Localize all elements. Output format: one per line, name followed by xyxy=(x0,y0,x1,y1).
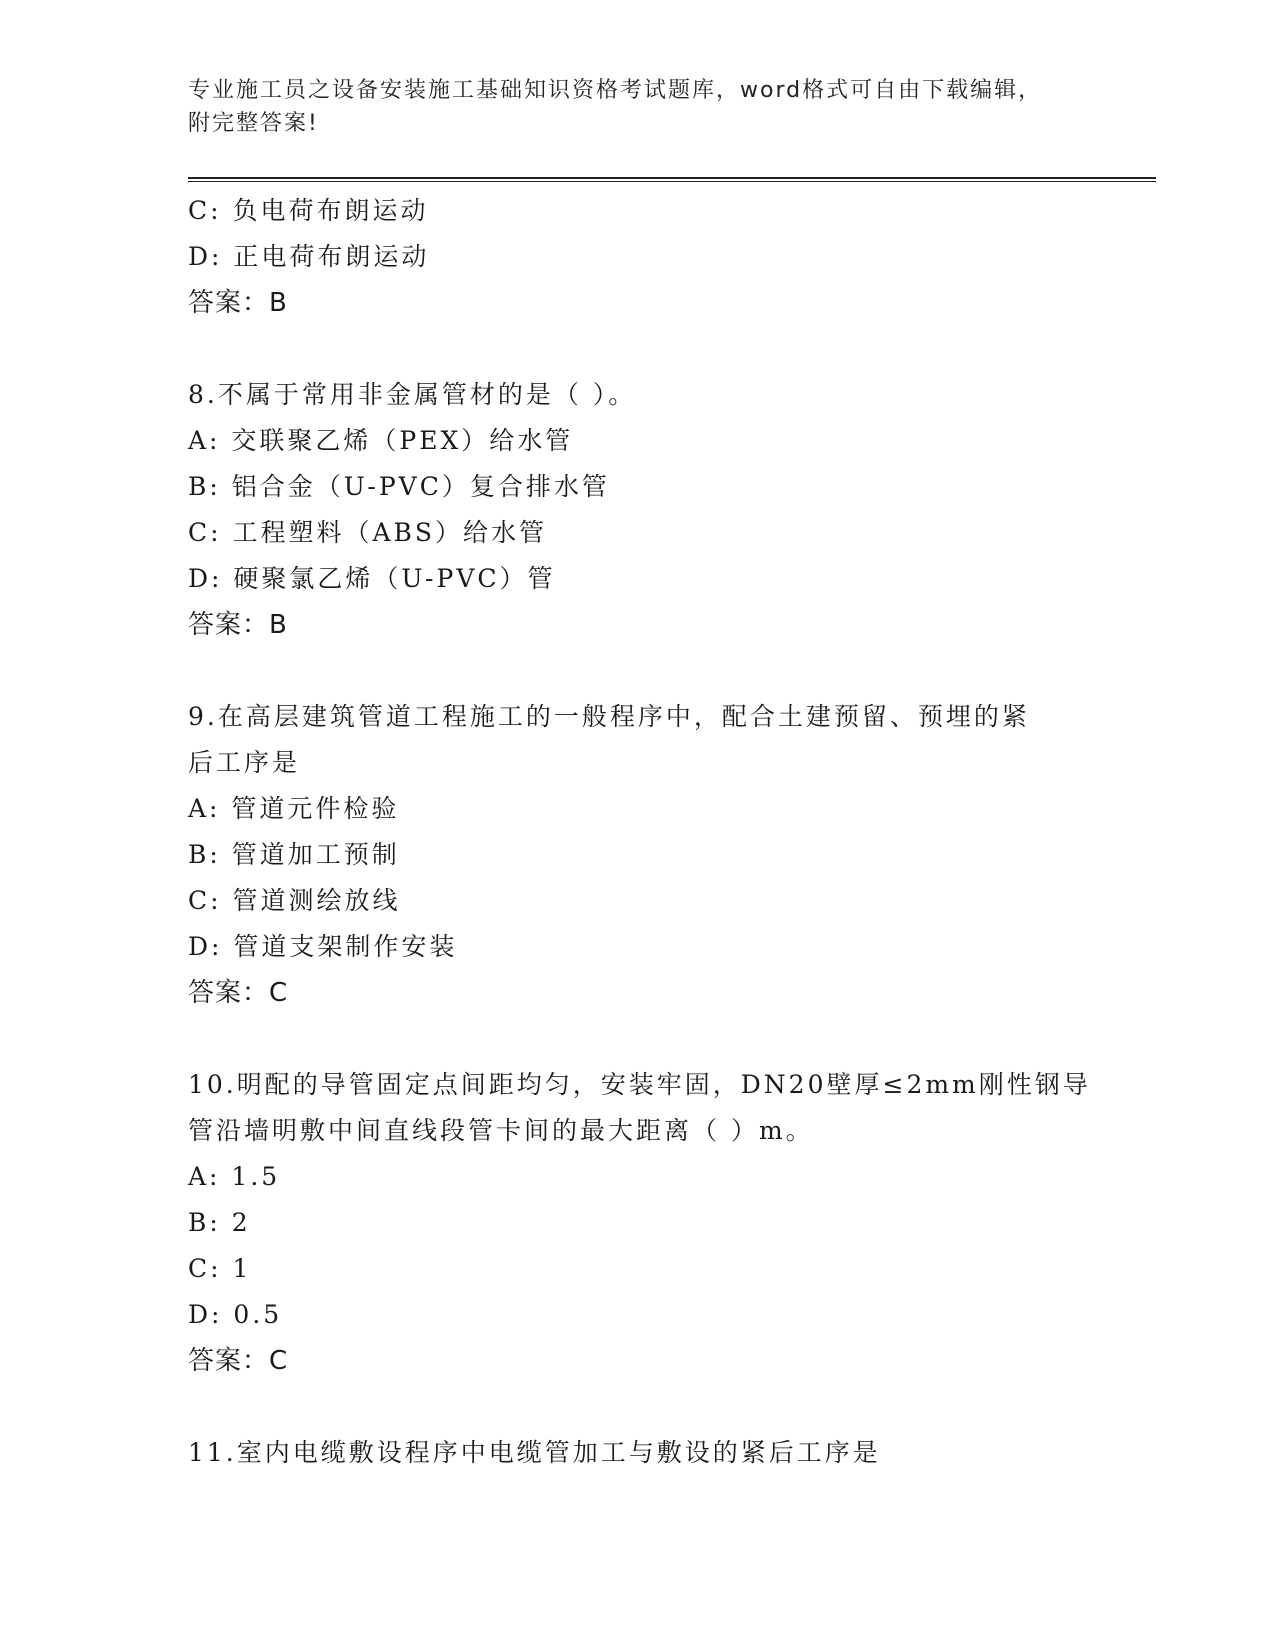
option-d: D: 正电荷布朗运动 xyxy=(188,242,430,271)
option-b: B: 铝合金（U-PVC）复合排水管 xyxy=(188,472,610,501)
question-text: 11.室内电缆敷设程序中电缆管加工与敷设的紧后工序是 xyxy=(188,1438,881,1467)
header-divider xyxy=(188,177,1156,182)
option-a: A: 交联聚乙烯（PEX）给水管 xyxy=(188,426,574,455)
answer: 答案：B xyxy=(188,610,288,640)
question-8 xyxy=(188,372,1088,648)
option-b: B: 管道加工预制 xyxy=(188,840,400,869)
question-11 xyxy=(188,1430,1088,1476)
question-7-continued xyxy=(188,188,1088,326)
question-text-line-2: 管沿墙明敷中间直线段管卡间的最大距离（ ）m。 xyxy=(188,1116,814,1145)
header-line-2: 附完整答案! xyxy=(188,111,319,136)
question-text: 8.不属于常用非金属管材的是（ ）。 xyxy=(188,380,637,409)
option-c: C: 1 xyxy=(188,1254,252,1283)
answer: 答案：C xyxy=(188,978,289,1008)
spacer xyxy=(188,1384,1088,1430)
option-c: C: 管道测绘放线 xyxy=(188,886,401,915)
question-text-line-1: 9.在高层建筑管道工程施工的一般程序中，配合土建预留、预埋的紧 xyxy=(188,702,1030,731)
option-b: B: 2 xyxy=(188,1208,251,1237)
option-d: D: 0.5 xyxy=(188,1300,283,1329)
question-list xyxy=(188,188,1091,1476)
spacer xyxy=(188,1016,1088,1062)
header-line-1: 专业施工员之设备安装施工基础知识资格考试题库，word格式可自由下载编辑， xyxy=(188,78,1043,103)
answer: 答案：C xyxy=(188,1346,289,1376)
option-c: C: 工程塑料（ABS）给水管 xyxy=(188,518,548,547)
spacer xyxy=(188,326,1088,372)
option-a: A: 管道元件检验 xyxy=(188,794,400,823)
spacer xyxy=(188,648,1088,694)
option-d: D: 硬聚氯乙烯（U-PVC）管 xyxy=(188,564,556,593)
option-d: D: 管道支架制作安装 xyxy=(188,932,458,961)
option-c: C: 负电荷布朗运动 xyxy=(188,196,429,225)
question-text-line-2: 后工序是 xyxy=(188,748,301,777)
question-9 xyxy=(188,694,1088,1016)
page-header xyxy=(188,74,1068,140)
answer: 答案：B xyxy=(188,288,288,318)
option-a: A: 1.5 xyxy=(188,1162,281,1191)
question-10 xyxy=(188,1062,1091,1384)
question-text-line-1: 10.明配的导管固定点间距均匀，安装牢固，DN20壁厚≤2mm刚性钢导 xyxy=(188,1070,1091,1099)
